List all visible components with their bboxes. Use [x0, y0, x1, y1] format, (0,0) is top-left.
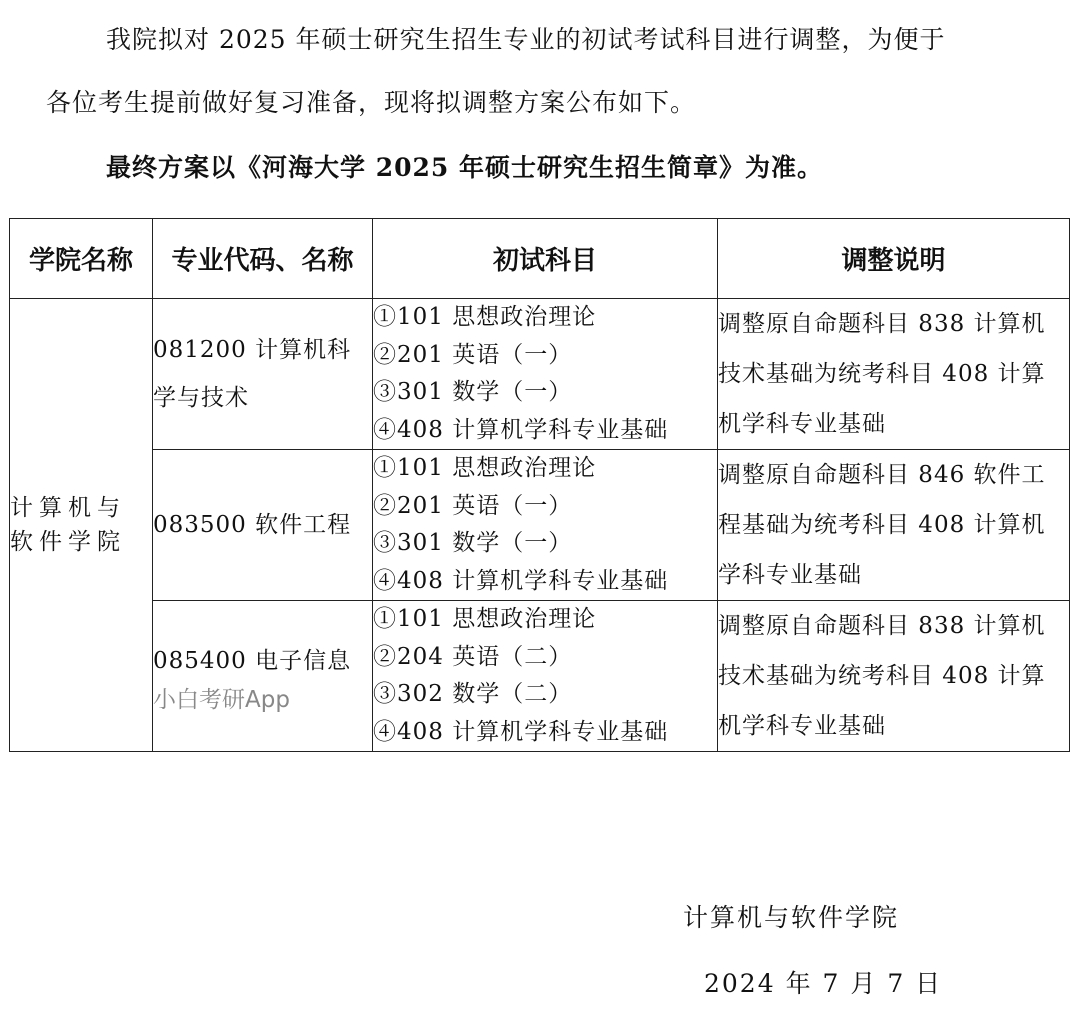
header-school: 学院名称 — [10, 219, 153, 299]
subject-item: ③301 数学（一） — [373, 530, 573, 556]
intro-paragraph-line-2: 各位考生提前做好复习准备，现将拟调整方案公布如下。 — [46, 88, 697, 117]
subject-item: ③301 数学（一） — [373, 379, 573, 405]
adjustment-note-cell: 调整原自命题科目 846 软件工程基础为统考科目 408 计算机学科专业基础 — [718, 450, 1070, 601]
subject-item: ③302 数学（二） — [373, 681, 573, 707]
subject-item: ④408 计算机学科专业基础 — [373, 718, 669, 745]
adjustment-note-cell: 调整原自命题科目 838 计算机技术基础为统考科目 408 计算机学科专业基础 — [718, 601, 1070, 752]
subjects-cell — [373, 299, 718, 450]
subject-item: ②201 英语（一） — [373, 492, 573, 519]
school-name-line-1: 计算机与 — [10, 495, 126, 521]
exam-adjustment-table — [9, 218, 1070, 752]
school-name-line-2: 软件学院 — [10, 529, 126, 555]
header-subjects: 初试科目 — [373, 219, 718, 299]
subject-item: ①101 思想政治理论 — [373, 455, 597, 481]
table-row — [10, 601, 1070, 752]
subject-item: ②201 英语（一） — [373, 341, 573, 368]
header-major: 专业代码、名称 — [153, 219, 373, 299]
subject-item: ①101 思想政治理论 — [373, 606, 597, 632]
major-cell — [153, 601, 373, 752]
header-adjustment-note: 调整说明 — [718, 219, 1070, 299]
school-cell — [10, 299, 153, 752]
subject-item: ④408 计算机学科专业基础 — [373, 416, 669, 443]
subject-item: ②204 英语（二） — [373, 643, 573, 670]
major-name: 085400 电子信息 — [153, 648, 352, 674]
adjustment-note-cell: 调整原自命题科目 838 计算机技术基础为统考科目 408 计算机学科专业基础 — [718, 299, 1070, 450]
final-plan-notice: 最终方案以《河海大学 2025 年硕士研究生招生简章》为准。 — [106, 153, 823, 182]
table-row — [10, 299, 1070, 450]
watermark-text: 小白考研App — [153, 687, 290, 713]
intro-paragraph-line-1: 我院拟对 2025 年硕士研究生招生专业的初试考试科目进行调整，为便于 — [106, 25, 946, 54]
subject-item: ④408 计算机学科专业基础 — [373, 567, 669, 594]
subjects-cell — [373, 601, 718, 752]
signature-school-name: 计算机与软件学院 — [683, 903, 900, 932]
table-row — [10, 450, 1070, 601]
subject-item: ①101 思想政治理论 — [373, 304, 597, 330]
subjects-cell — [373, 450, 718, 601]
signature-date: 2024 年 7 月 7 日 — [704, 969, 943, 998]
major-cell: 081200 计算机科学与技术 — [153, 299, 373, 450]
table-header-row — [10, 219, 1070, 299]
major-cell: 083500 软件工程 — [153, 450, 373, 601]
